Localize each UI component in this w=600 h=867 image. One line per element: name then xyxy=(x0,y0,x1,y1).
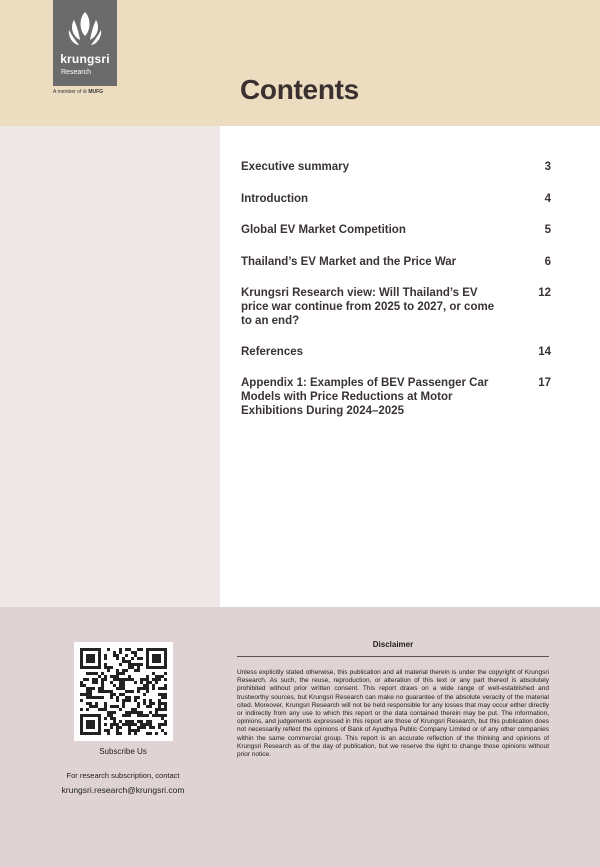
member-of-label xyxy=(53,89,103,95)
contact-email-link[interactable]: krungsri.research@krungsri.com xyxy=(61,785,185,795)
toc-item-thailand-ev-market[interactable] xyxy=(241,255,551,269)
left-panel xyxy=(0,126,220,607)
member-prefix: A member of xyxy=(53,89,82,95)
disclaimer-title: Disclaimer xyxy=(372,640,414,649)
toc-item-page: 14 xyxy=(538,346,551,358)
toc-item-page: 6 xyxy=(544,256,551,268)
toc-item-page: 4 xyxy=(544,193,551,205)
toc-item-title: Global EV Market Competition xyxy=(241,224,406,236)
contact-label: For research subscription, contact xyxy=(66,771,180,780)
toc-item-page: 12 xyxy=(538,287,551,299)
krungsri-logo xyxy=(53,0,117,86)
qr-code-icon xyxy=(74,642,173,741)
toc-item-page: 17 xyxy=(538,377,551,389)
toc-item-title: References xyxy=(241,346,304,358)
toc-item-krungsri-research-view[interactable] xyxy=(241,286,551,328)
toc-item-title: Thailand’s EV Market and the Price War xyxy=(241,256,457,268)
toc-item-page: 5 xyxy=(544,224,551,236)
member-brand: MUFG xyxy=(88,89,104,95)
toc-item-title: Executive summary xyxy=(241,161,350,173)
logo-subtitle: Research xyxy=(61,69,91,76)
toc-item-global-ev-market[interactable] xyxy=(241,223,551,237)
disclaimer-text: Unless explicitly stated otherwise, this publication and all material therein is under the copyright of Krungsri Research. As such, the reuse, reproduction, or alteration of this text or any part thereof is absolutely prohibited without prior written consent. This report draws on a wide range of well-established and trustworthy sources, but Krungsri Research can make no guarantee of the absolute veracity of the material cited. Moreover, Krungsri Research will not be held responsible for any losses that may occur either directly or indirectly from any use to which this report or the data contained therein may be put. The information, opinions, and judgements expressed in this report are those of Krungsri Research, but this publication does not necessarily reflect the opinions of Bank of Ayudhya Public Company Limited or of any other companies within the same commercial group. This report is an accurate reflection of the thinking and opinions of Krungsri Research as of the day of publication, but we reserve the right to change those opinions without prior notice. xyxy=(237,669,549,759)
mufg-icon: ⊛ xyxy=(82,89,87,95)
toc-item-title: Krungsri Research view: Will Thailand’s EV price war continue from 2025 to 2027, or come to an end? xyxy=(241,287,495,327)
disclaimer-divider xyxy=(237,656,549,657)
toc-item-page: 3 xyxy=(544,161,551,173)
page-title: Contents xyxy=(240,74,359,105)
subscribe-qr-code[interactable] xyxy=(74,642,173,741)
toc-item-introduction[interactable] xyxy=(241,192,551,206)
krungsri-emblem-icon xyxy=(65,8,105,52)
toc-item-references[interactable] xyxy=(241,345,551,359)
logo-name: krungsri xyxy=(60,52,110,66)
page-footer xyxy=(0,607,600,867)
toc-item-title: Introduction xyxy=(241,193,309,205)
toc-item-executive-summary[interactable] xyxy=(241,160,551,174)
page-header xyxy=(0,0,600,126)
toc-item-title: Appendix 1: Examples of BEV Passenger Car Models with Price Reductions at Motor Exhibitions During 2024–2025 xyxy=(241,377,489,417)
toc-item-appendix-1[interactable] xyxy=(241,376,551,418)
subscribe-label: Subscribe Us xyxy=(99,747,147,756)
